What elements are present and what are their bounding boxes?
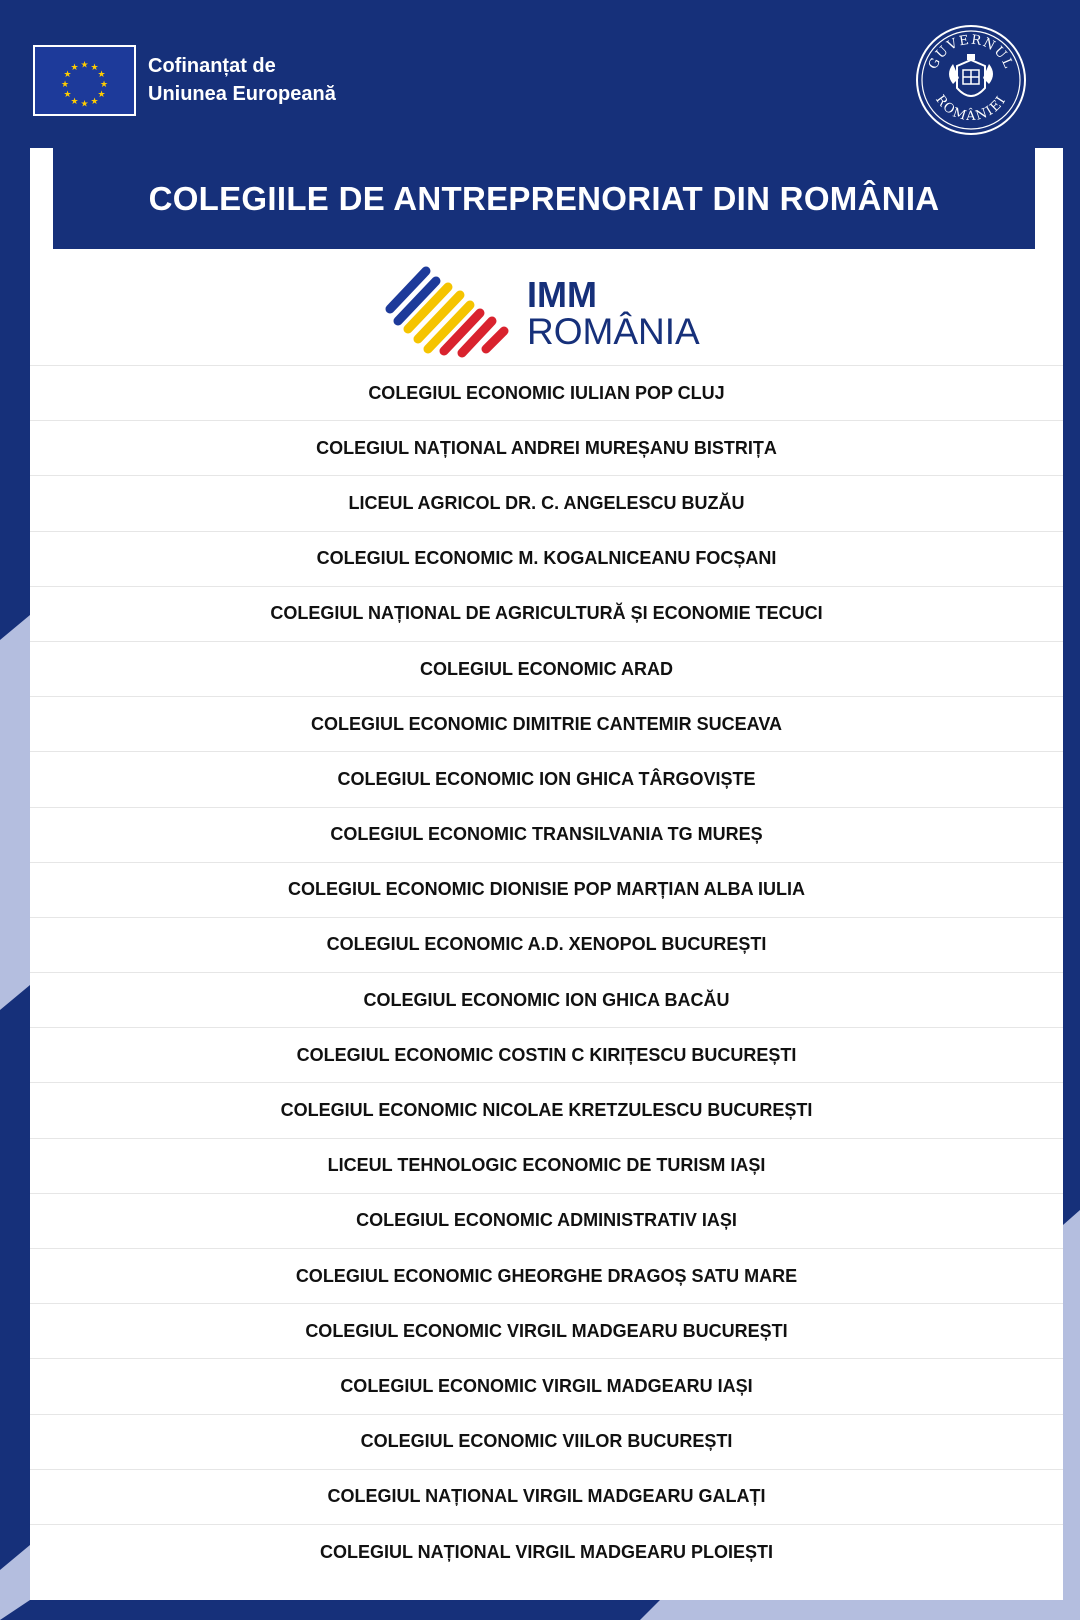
list-item: COLEGIUL ECONOMIC ARAD [30, 641, 1063, 696]
svg-text:★: ★ [70, 63, 79, 73]
imm-logo-stripes-icon [382, 263, 510, 359]
list-item: COLEGIUL ECONOMIC M. KOGALNICEANU FOCȘANI [30, 531, 1063, 586]
eu-flag-icon [33, 45, 136, 116]
list-item: COLEGIUL ECONOMIC ION GHICA TÂRGOVIȘTE [30, 751, 1063, 806]
content-panel [30, 148, 1063, 1600]
svg-text:★: ★ [99, 80, 109, 90]
svg-text:★: ★ [70, 97, 79, 107]
list-item: COLEGIUL ECONOMIC VIRGIL MADGEARU IAȘI [30, 1358, 1063, 1413]
svg-text:★: ★ [90, 97, 99, 107]
svg-text:★: ★ [97, 90, 106, 100]
list-item: COLEGIUL NAȚIONAL VIRGIL MADGEARU GALAȚI [30, 1469, 1063, 1524]
logo-text-romania: ROMÂNIA [527, 311, 700, 352]
seal-top-text: GUVERNUL [925, 32, 1017, 72]
svg-text:★: ★ [80, 60, 89, 71]
list-item: COLEGIUL ECONOMIC DIONISIE POP MARȚIAN ALBA IULIA [30, 862, 1063, 917]
list-item: COLEGIUL NAȚIONAL VIRGIL MADGEARU PLOIEȘTI [30, 1524, 1063, 1579]
list-item: COLEGIUL ECONOMIC ION GHICA BACĂU [30, 972, 1063, 1027]
svg-text:★: ★ [63, 90, 72, 100]
eu-cofinancing-text [148, 52, 336, 108]
list-item: COLEGIUL ECONOMIC IULIAN POP CLUJ [30, 365, 1063, 420]
title-bar [53, 148, 1035, 249]
government-seal-icon [915, 24, 1027, 136]
list-item: LICEUL TEHNOLOGIC ECONOMIC DE TURISM IAȘI [30, 1138, 1063, 1193]
list-item: COLEGIUL NAȚIONAL DE AGRICULTURĂ ȘI ECONOMIE TECUCI [30, 586, 1063, 641]
eu-stars [35, 47, 134, 114]
list-item: COLEGIUL ECONOMIC NICOLAE KRETZULESCU BUCUREȘTI [30, 1082, 1063, 1137]
list-item: COLEGIUL ECONOMIC A.D. XENOPOL BUCUREȘTI [30, 917, 1063, 972]
college-list [30, 365, 1063, 1579]
logo-text-imm: IMM [527, 274, 597, 315]
svg-text:★: ★ [90, 63, 99, 73]
list-item: COLEGIUL ECONOMIC VIILOR BUCUREȘTI [30, 1414, 1063, 1469]
list-item: COLEGIUL ECONOMIC DIMITRIE CANTEMIR SUCEAVA [30, 696, 1063, 751]
seal-bottom-text: ROMÂNIEI [932, 92, 1010, 125]
svg-text:★: ★ [63, 70, 72, 80]
list-item: COLEGIUL ECONOMIC ADMINISTRATIV IAȘI [30, 1193, 1063, 1248]
list-item: LICEUL AGRICOL DR. C. ANGELESCU BUZĂU [30, 475, 1063, 530]
list-item: COLEGIUL ECONOMIC VIRGIL MADGEARU BUCUREȘTI [30, 1303, 1063, 1358]
page-title: COLEGIILE DE ANTREPRENORIAT DIN ROMÂNIA [148, 179, 940, 217]
svg-text:★: ★ [60, 80, 70, 90]
svg-text:★: ★ [97, 70, 106, 80]
svg-text:★: ★ [80, 99, 89, 110]
list-item: COLEGIUL ECONOMIC COSTIN C KIRIȚESCU BUCUREȘTI [30, 1027, 1063, 1082]
list-item: COLEGIUL ECONOMIC GHEORGHE DRAGOȘ SATU MARE [30, 1248, 1063, 1303]
list-item: COLEGIUL NAȚIONAL ANDREI MUREȘANU BISTRIȚA [30, 420, 1063, 475]
eu-line-2: Uniunea Europeană [148, 83, 336, 105]
eu-line-1: Cofinanțat de [148, 55, 276, 77]
imm-romania-logo [30, 249, 1063, 365]
list-item: COLEGIUL ECONOMIC TRANSILVANIA TG MUREȘ [30, 807, 1063, 862]
